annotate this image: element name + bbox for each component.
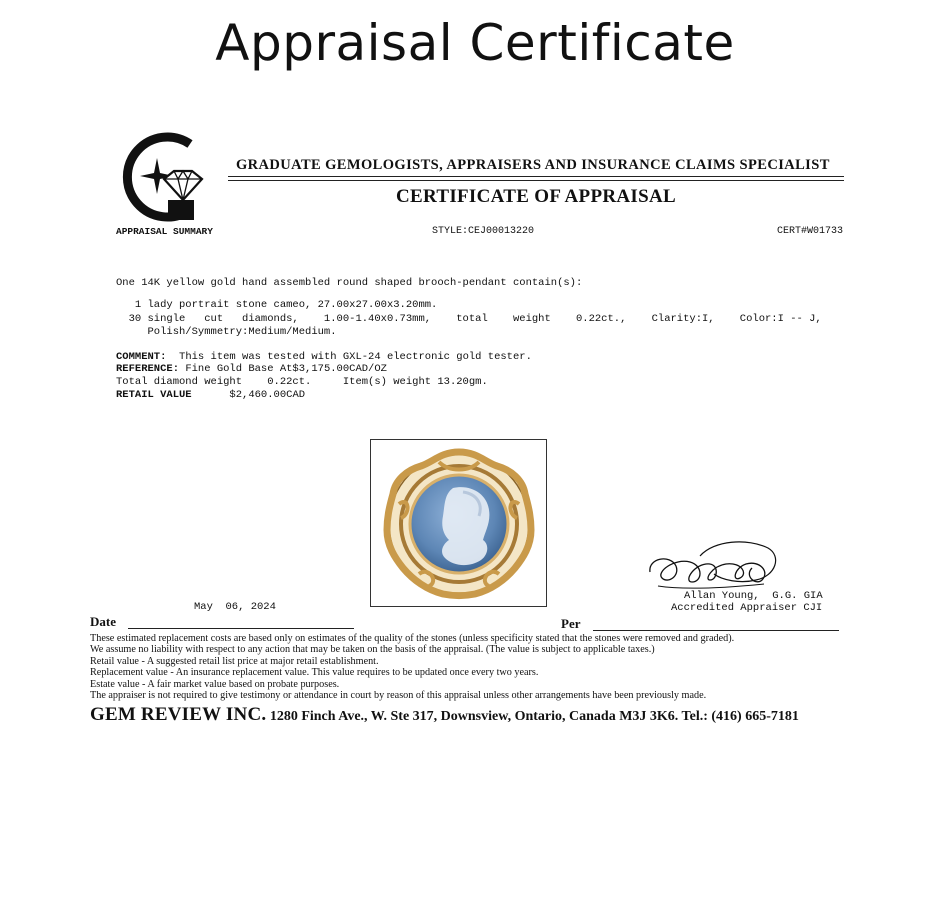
company-footer bbox=[90, 704, 799, 726]
item-line-cameo: 1 lady portrait stone cameo, 27.00x27.00x3.20mm. bbox=[116, 299, 438, 311]
comment-text: This item was tested with GXL-24 electronic gold tester. bbox=[166, 351, 532, 363]
item-line-diamonds: 30 single cut diamonds, 1.00-1.40x0.73mm, total weight 0.22ct., Clarity:I, Color:I -- J, bbox=[116, 313, 822, 325]
legal-line: Retail value - A suggested retail list price at major retail establishment. bbox=[90, 655, 379, 667]
total-weight-line: Total diamond weight 0.22ct. Item(s) weight 13.20gm. bbox=[116, 376, 488, 388]
comment-line bbox=[116, 351, 532, 363]
star-diamond-logo-icon bbox=[116, 128, 208, 226]
handwritten-signature-icon bbox=[644, 536, 794, 596]
page-title: Appraisal Certificate bbox=[215, 14, 735, 72]
appraisal-summary-label: APPRAISAL SUMMARY bbox=[116, 226, 213, 237]
per-label: Per bbox=[561, 616, 581, 631]
legal-notes bbox=[90, 633, 850, 701]
retail-value: $2,460.00CAD bbox=[191, 389, 306, 401]
legal-line: These estimated replacement costs are based only on estimates of the quality of the stones (unless specificity stated that the stones were removed and graded). bbox=[90, 633, 735, 644]
reference-line bbox=[116, 363, 387, 375]
item-line-polish: Polish/Symmetry:Medium/Medium. bbox=[116, 326, 337, 338]
cameo-brooch-photo bbox=[370, 439, 547, 607]
appraiser-name: Allan Young, G.G. GIA bbox=[684, 590, 823, 602]
legal-line: Estate value - A fair market value based on probate purposes. bbox=[90, 678, 340, 690]
company-name: GEM REVIEW INC. bbox=[90, 704, 267, 725]
date-line bbox=[128, 628, 354, 629]
appraiser-title: Accredited Appraiser CJI bbox=[671, 602, 823, 614]
style-number: STYLE:CEJ00013220 bbox=[432, 226, 535, 237]
retail-line bbox=[116, 389, 305, 401]
comment-label: COMMENT: bbox=[116, 351, 167, 363]
reference-label: REFERENCE: bbox=[116, 363, 180, 375]
per-line bbox=[593, 630, 839, 631]
legal-line: The appraiser is not required to give testimony or attendance in court by reason of this appraisal unless other arrangements have been previously made. bbox=[90, 690, 707, 702]
certificate-heading: CERTIFICATE OF APPRAISAL bbox=[396, 186, 676, 207]
legal-line: Replacement value - An insurance replacement value. This value requires to be updated once every two years. bbox=[90, 667, 539, 679]
header-rule-top bbox=[228, 176, 844, 177]
retail-label: RETAIL VALUE bbox=[116, 389, 192, 401]
date-value: May 06, 2024 bbox=[194, 601, 276, 613]
legal-line: We assume no liability with respect to any action that may be taken on the basis of the appraisal. (The value is subject to applicable taxes.) bbox=[90, 644, 655, 656]
cert-number: CERT#W01733 bbox=[777, 226, 844, 237]
company-address: 1280 Finch Ave., W. Ste 317, Downsview, Ontario, Canada M3J 3K6. Tel.: (416) 665-7181 bbox=[266, 709, 799, 724]
header-line: GRADUATE GEMOLOGISTS, APPRAISERS AND INSURANCE CLAIMS SPECIALIST bbox=[236, 157, 830, 173]
reference-text: Fine Gold Base At$3,175.00CAD/OZ bbox=[179, 363, 387, 375]
header-rule-bottom bbox=[228, 180, 844, 181]
item-description: One 14K yellow gold hand assembled round shaped brooch-pendant contain(s): bbox=[116, 277, 583, 289]
date-label: Date bbox=[90, 614, 116, 629]
